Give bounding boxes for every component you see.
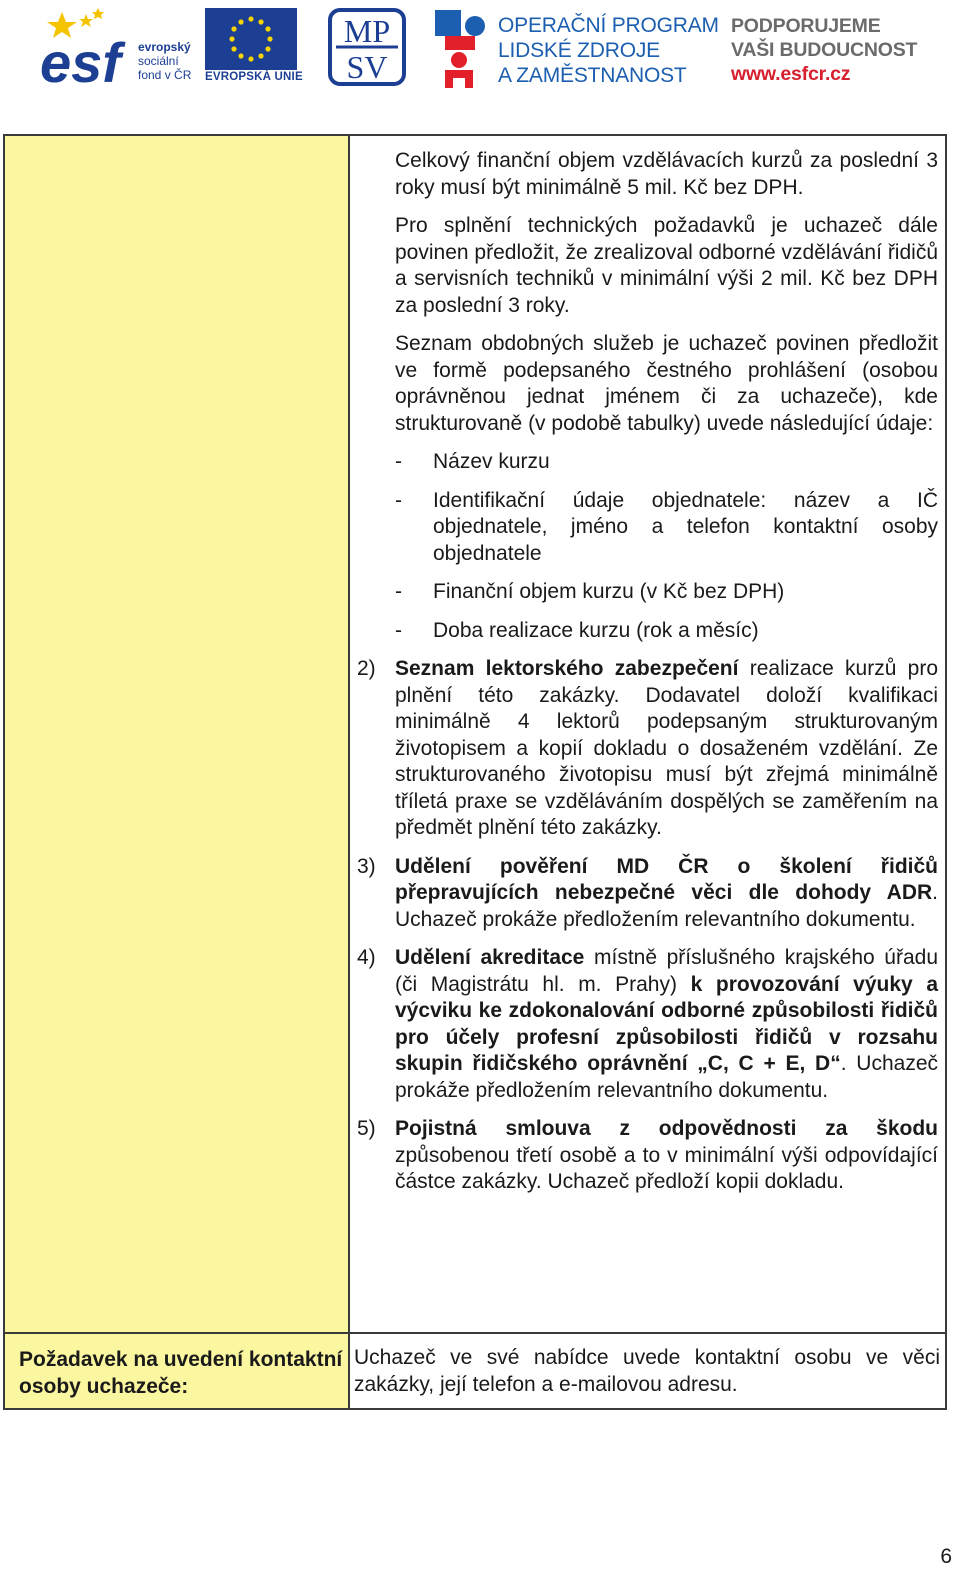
- paragraph-technical-requirements: Pro splnění technických požadavků je uchazeč dále povinen předložit, že zrealizoval odborné vzdělávání řidičů a servisních techniků v minimální výši 2 mil. Kč bez DPH za poslední 3 roky.: [395, 214, 938, 317]
- left-cell-empty: [5, 136, 350, 1332]
- eu-flag-icon: [205, 8, 297, 70]
- op-program-text: [498, 13, 719, 88]
- op-line-2: LIDSKÉ ZDROJE: [498, 39, 660, 62]
- list-item: [395, 488, 938, 568]
- support-url: www.esfcr.cz: [731, 63, 851, 85]
- item-number: 4): [357, 946, 376, 969]
- dash-marker: -: [395, 488, 402, 512]
- esf-line-1: evropský: [138, 40, 191, 54]
- header-logos: [0, 0, 960, 100]
- esf-logo: [40, 8, 200, 86]
- eu-label: EVROPSKÁ UNIE: [205, 71, 303, 83]
- list-item-text: Identifikační údaje objednatele: název a IČ objednatele, jméno a telefon kontaktní osoby objednatele: [433, 488, 938, 565]
- requirements-content: [357, 148, 938, 1208]
- list-item-text: Finanční objem kurzu (v Kč bez DPH): [433, 580, 785, 603]
- dash-marker: -: [395, 450, 402, 473]
- item-bold-text: Udělení akreditace: [395, 946, 585, 969]
- esf-text: [138, 40, 191, 82]
- esf-line-2: sociální: [138, 54, 179, 68]
- numbered-item-3: [357, 854, 938, 934]
- item-text: realizace kurzů pro plnění této zakázky. Dodavatel doloží kvalifikaci minimálně 4 lektorů podepsaným strukturovaným životopisem a kopií dokladu o dosaženém vzdělání. Ze strukturovaného životopisu musí být zřejmá minimálně tříletá praxe se vzděláváním dospělých se zaměřením na předmět plnění této zakázky.: [395, 657, 938, 839]
- item-bold-text: Pojistná smlouva z odpovědnosti za škodu: [395, 1117, 938, 1140]
- support-line-2: VAŠI BUDOUCNOST: [731, 39, 918, 61]
- mpsv-logo: [328, 8, 406, 86]
- item-number: 2): [357, 657, 376, 680]
- op-line-3: A ZAMĚSTNANOST: [498, 64, 687, 87]
- item-bold-text: k provozování výuky a výcviku ke zdokonalování odborné způsobilosti řidičů pro účely profesní způsobilosti řidičů v rozsahu skupin řidičského oprávnění „C, C + E, D“: [395, 972, 938, 1075]
- item-bold-text: Seznam lektorského zabezpečení: [395, 657, 739, 680]
- dash-marker: -: [395, 580, 402, 603]
- list-item-text: Doba realizace kurzu (rok a měsíc): [433, 618, 759, 642]
- item-text: . Uchazeč prokáže předložením relevantního dokumentu.: [395, 881, 938, 931]
- numbered-item-4: [357, 945, 938, 1104]
- mpsv-top-text: MP: [343, 13, 391, 49]
- item-text: . Uchazeč prokáže předložením relevantního dokumentu.: [395, 1052, 938, 1102]
- item-number: 5): [357, 1117, 376, 1140]
- svg-text:esf: esf: [40, 31, 121, 86]
- numbered-item-5: [357, 1116, 938, 1196]
- item-number: 3): [357, 854, 376, 878]
- list-item-text: Název kurzu: [433, 450, 550, 473]
- list-item: [395, 579, 938, 606]
- mpsv-bottom-text: SV: [346, 49, 388, 85]
- page-number: 6: [940, 1545, 952, 1568]
- item-text: způsobenou třetí osobě a to v minimální výši odpovídající částce zakázky. Uchazeč předloží kopii dokladu.: [395, 1143, 938, 1193]
- list-item: [395, 618, 938, 645]
- dash-marker: -: [395, 618, 402, 642]
- op-line-1: OPERAČNÍ PROGRAM: [498, 14, 719, 37]
- numbered-item-2: [357, 656, 938, 842]
- paragraph-services-list: Seznam obdobných služeb je uchazeč povinen předložit ve formě podepsaného čestného prohlášení (osobou oprávněnou jednat jménem či za uchazeče), kde strukturovaně (v podobě tabulky) uvede následující údaje:: [395, 332, 938, 435]
- support-line-1: PODPORUJEME: [731, 15, 881, 37]
- op-lzz-logo-icon: [435, 6, 495, 88]
- paragraph-financial-volume: Celkový finanční objem vzdělávacích kurzů za poslední 3 roky musí být minimálně 5 mil. Kč bez DPH.: [395, 149, 938, 199]
- item-bold-text: Udělení pověření MD ČR o školení řidičů přepravujících nebezpečné věci dle dohody ADR: [395, 854, 938, 904]
- list-item: [395, 449, 938, 476]
- item-text: místně příslušného krajského úřadu (či Magistrátu hl. m. Prahy): [395, 946, 938, 996]
- contact-label-cell: Požadavek na uvedení kontaktní osoby uchazeče:: [5, 1334, 350, 1408]
- support-text: [731, 14, 917, 86]
- mpsv-logo-icon: [328, 8, 406, 86]
- contact-requirement-text: Uchazeč ve své nabídce uvede kontaktní osobu ve věci zakázky, její telefon a e-mailovou adresu.: [354, 1346, 940, 1396]
- esf-line-3: fond v ČR: [138, 68, 192, 82]
